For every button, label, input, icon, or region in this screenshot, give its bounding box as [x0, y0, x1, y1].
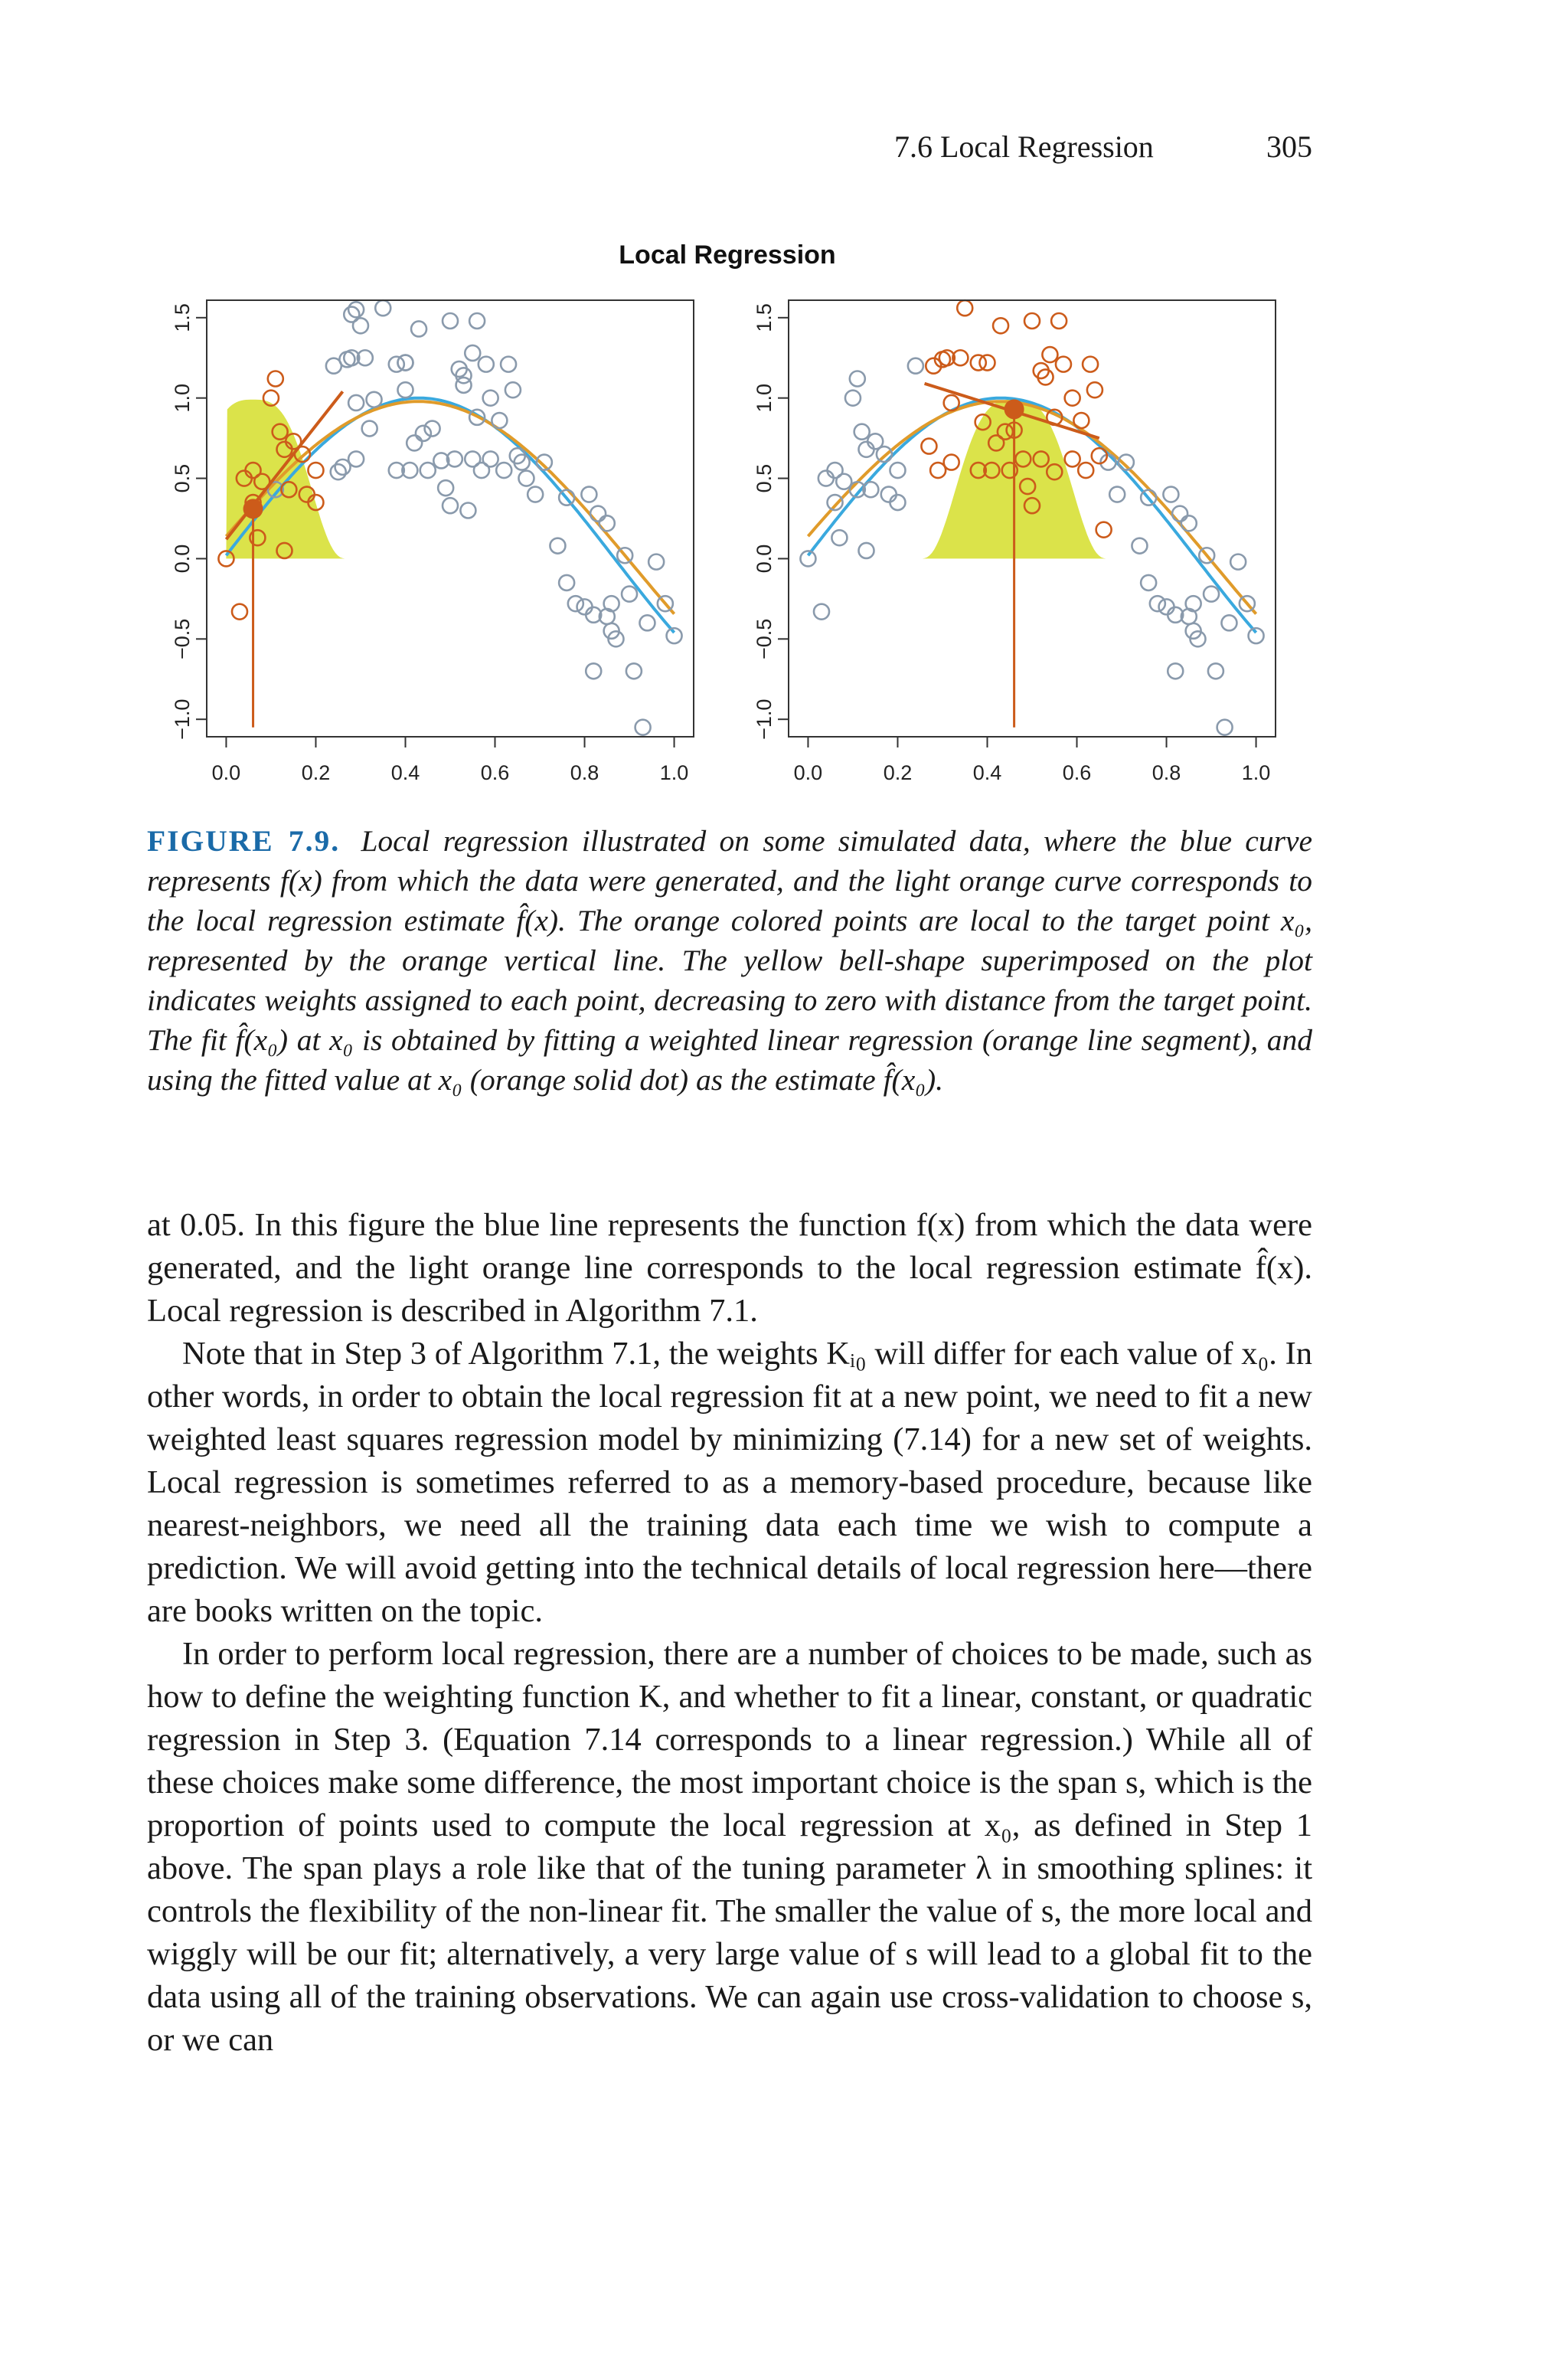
data-point-left-70 — [639, 615, 655, 630]
local-point-right-29 — [1051, 313, 1067, 329]
data-point-right-21 — [1109, 487, 1125, 502]
data-point-right-11 — [859, 543, 874, 558]
data-point-right-2 — [818, 471, 834, 486]
local-regression-figure — [142, 230, 1321, 812]
local-point-right-35 — [1083, 357, 1098, 372]
local-point-right-0 — [921, 439, 936, 454]
data-point-left-69 — [635, 720, 651, 735]
data-point-left-44 — [496, 463, 511, 478]
data-point-left-27 — [438, 480, 453, 496]
data-point-left-49 — [518, 471, 534, 486]
data-point-left-67 — [622, 587, 637, 602]
local-point-right-31 — [1065, 391, 1080, 406]
local-point-right-12 — [979, 355, 995, 371]
data-point-right-12 — [859, 442, 874, 457]
data-point-left-2 — [331, 464, 346, 479]
x-tick-label-left-1: 0.2 — [301, 761, 331, 784]
y-tick-label-right-4: 1.0 — [753, 383, 776, 413]
data-point-right-18 — [890, 495, 905, 510]
data-point-left-8 — [348, 451, 364, 466]
local-point-right-21 — [1024, 313, 1040, 329]
figure-caption — [147, 821, 1312, 1100]
data-point-left-22 — [411, 321, 426, 336]
data-point-left-38 — [469, 313, 485, 329]
page-number: 305 — [1266, 129, 1312, 164]
data-point-right-39 — [1208, 663, 1223, 679]
data-point-right-5 — [831, 530, 847, 545]
data-point-right-33 — [1181, 515, 1197, 531]
y-tick-label-right-5: 1.5 — [753, 303, 776, 332]
x-tick-label-right-2: 0.4 — [972, 761, 1002, 784]
x-tick-label-right-5: 1.0 — [1241, 761, 1271, 784]
data-point-left-52 — [550, 538, 565, 554]
data-point-right-17 — [890, 463, 905, 478]
x-tick-label-right-1: 0.2 — [883, 761, 913, 784]
data-point-right-7 — [845, 391, 861, 406]
data-point-left-34 — [460, 503, 475, 518]
data-point-right-41 — [1221, 615, 1236, 630]
figure-title: Local Regression — [619, 240, 836, 270]
data-point-left-25 — [425, 421, 440, 437]
data-point-right-15 — [877, 446, 892, 462]
y-tick-label-right-0: −1.0 — [753, 698, 776, 740]
data-point-left-23 — [416, 426, 431, 441]
local-point-left-16 — [308, 463, 323, 478]
x-tick-label-left-3: 0.6 — [480, 761, 510, 784]
local-point-right-8 — [957, 300, 972, 316]
data-point-left-43 — [492, 413, 507, 428]
data-point-right-16 — [881, 487, 897, 502]
data-point-right-28 — [1163, 487, 1178, 502]
x-tick-label-left-4: 0.8 — [570, 761, 599, 784]
local-point-right-33 — [1073, 413, 1089, 428]
data-point-left-64 — [604, 596, 619, 611]
data-point-left-7 — [348, 302, 364, 317]
figure-label: FIGURE 7.9. — [147, 824, 341, 858]
data-point-right-35 — [1186, 596, 1201, 611]
data-point-left-57 — [581, 487, 596, 502]
paragraph-2: Note that in Step 3 of Algorithm 7.1, the weights Kᵢ₀ will differ for each value of x₀. In other words, in order to obtain the local regression fit at a new point, we need to fit a new weighted least squares regression model by minimizing (7.14) for a new set of weights. Local regression is sometimes referred to as a memory-based procedure, because like nearest-neighbors, we need all the training data each time we wish to compute a prediction. We will avoid getting into the technical details of local regression here—there are books written on the topic. — [147, 1336, 1312, 1629]
data-point-left-33 — [456, 378, 472, 393]
data-point-left-42 — [483, 451, 498, 466]
data-point-left-53 — [559, 575, 574, 590]
local-point-right-30 — [1056, 357, 1071, 372]
data-point-left-19 — [397, 355, 413, 371]
data-point-left-12 — [362, 421, 377, 437]
fitted-dot-left — [243, 499, 263, 518]
x-tick-label-right-4: 0.8 — [1152, 761, 1181, 784]
running-header — [894, 129, 1312, 167]
data-point-left-21 — [407, 435, 422, 450]
left-panel — [171, 300, 694, 784]
y-tick-label-left-5: 1.5 — [171, 303, 194, 332]
local-point-left-1 — [232, 604, 247, 620]
local-point-right-36 — [1087, 382, 1102, 397]
data-point-right-40 — [1217, 720, 1233, 735]
x-tick-label-right-3: 0.6 — [1062, 761, 1092, 784]
x-tick-label-left-2: 0.4 — [390, 761, 420, 784]
data-point-left-35 — [465, 345, 480, 361]
local-point-right-32 — [1065, 451, 1080, 466]
data-point-right-23 — [1132, 538, 1147, 554]
data-point-left-46 — [505, 382, 521, 397]
data-point-right-31 — [1172, 506, 1187, 522]
y-tick-label-left-0: −1.0 — [171, 698, 194, 740]
local-point-right-9 — [971, 355, 986, 371]
data-point-left-60 — [590, 506, 606, 522]
data-point-left-71 — [648, 554, 664, 570]
body-text — [147, 1204, 1312, 2062]
data-point-left-13 — [367, 392, 382, 407]
paragraph-1: at 0.05. In this figure the blue line represents the function f(x) from which the data were generated, and the light orange line corresponds to the local regression estimate f̂(x). Local regression is described in Algorithm 7.1. — [147, 1207, 1312, 1329]
y-tick-label-left-2: 0.0 — [171, 544, 194, 574]
x-tick-label-left-0: 0.0 — [211, 761, 241, 784]
data-point-right-8 — [850, 371, 865, 387]
data-point-left-9 — [348, 395, 364, 411]
y-tick-label-right-2: 0.0 — [753, 544, 776, 574]
section-title: 7.6 Local Regression — [894, 129, 1154, 164]
local-point-right-15 — [993, 318, 1008, 333]
paragraph-3: In order to perform local regression, there are a number of choices to be made, such as how to define the weighting function K, and whether to fit a linear, constant, or quadratic regression in Step 3. (Equation 7.14 corresponds to a linear regression.) While all of these choices make some difference, the most important choice is the span s, which is the proportion of points used to compute the local regression at x₀, as defined in Step 1 above. The span plays a role like that of the tuning parameter λ in smoothing splines: it controls the flexibility of the non-linear fit. The smaller the value of s, the more local and wiggly will be our fit; alternatively, a very large value of s will lead to a global fit to the data using all of the training observations. We can again use cross-validation to choose s, or we can — [147, 1636, 1312, 2058]
right-panel — [753, 300, 1276, 784]
local-point-right-26 — [1042, 347, 1057, 362]
y-tick-label-right-1: −0.5 — [753, 618, 776, 659]
x-tick-label-right-0: 0.0 — [793, 761, 823, 784]
y-tick-label-right-3: 0.5 — [753, 463, 776, 493]
local-point-right-38 — [1096, 522, 1112, 538]
caption-text: Local regression illustrated on some simulated data, where the blue curve represents f(x) from which the data were generated, and the light orange curve corresponds to the local regression estimate f̂(x). The orange colored points are local to the target point x₀, represented by the orange vertical line. The yellow bell-shape superimposed on the plot indicates weights assigned to each point, decreasing to zero with distance from the target point. The fit f̂(x₀) at x₀ is obtained by fitting a weighted linear regression (orange line segment), and using the fitted value at x₀ (orange solid dot) as the estimate f̂(x₀). — [147, 824, 1313, 1097]
y-tick-label-left-4: 1.0 — [171, 383, 194, 413]
data-point-left-14 — [375, 300, 390, 316]
local-point-right-5 — [944, 455, 959, 470]
y-tick-label-left-3: 0.5 — [171, 463, 194, 493]
data-point-left-18 — [397, 382, 413, 397]
data-point-right-30 — [1168, 663, 1183, 679]
local-point-left-8 — [268, 371, 283, 387]
data-point-left-62 — [599, 515, 615, 531]
data-point-left-29 — [443, 498, 458, 513]
data-point-right-27 — [1159, 599, 1174, 614]
data-point-left-59 — [586, 663, 601, 679]
data-point-left-28 — [443, 313, 458, 329]
data-point-left-55 — [568, 596, 583, 611]
data-point-left-10 — [353, 318, 368, 333]
data-point-right-26 — [1150, 596, 1165, 611]
local-point-right-34 — [1078, 463, 1093, 478]
data-point-right-42 — [1230, 554, 1246, 570]
data-point-left-41 — [483, 391, 498, 406]
data-point-left-45 — [501, 357, 516, 372]
data-point-right-38 — [1204, 587, 1219, 602]
data-point-right-1 — [814, 604, 829, 620]
data-point-left-24 — [420, 463, 436, 478]
data-point-right-10 — [854, 424, 870, 440]
local-point-right-6 — [944, 395, 959, 411]
data-point-left-50 — [528, 487, 543, 502]
y-tick-label-left-1: −0.5 — [171, 618, 194, 659]
data-point-right-19 — [908, 358, 923, 374]
x-tick-label-left-5: 1.0 — [659, 761, 689, 784]
data-point-left-56 — [577, 599, 593, 614]
data-point-left-68 — [626, 663, 642, 679]
data-point-left-40 — [479, 357, 494, 372]
fitted-dot-right — [1004, 399, 1024, 419]
data-point-right-24 — [1141, 575, 1156, 590]
